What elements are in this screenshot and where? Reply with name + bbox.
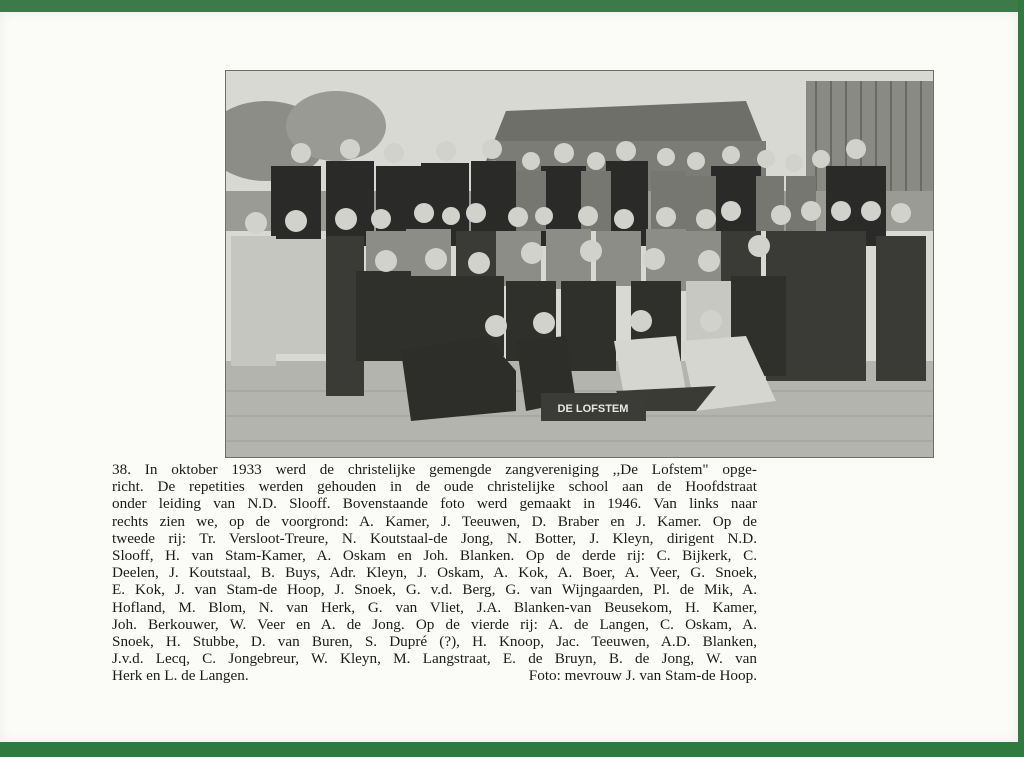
caption-line: Slooff, H. van Stam-Kamer, A. Oskam en Joh. Blanken. Op de derde rij: C. Bijkerk, C.: [112, 547, 757, 565]
caption-line: Snoek, H. Stubbe, D. van Buren, S. Dupré (?), H. Knoop, Jac. Teeuwen, A.D. Blanken,: [112, 633, 757, 651]
caption-line: tweede rij: Tr. Versloot-Treure, N. Koutstaal-de Jong, N. Botter, J. Kleyn, dirigent N.D.: [112, 529, 757, 547]
caption-line: rechts zien we, op de voorgrond: A. Kamer, J. Teeuwen, D. Braber en J. Kamer. Op de: [112, 512, 757, 530]
caption-line: 38. In oktober 1933 werd de christelijke gemengde zangvereniging ,,De Lofstem" opge-: [112, 461, 757, 478]
caption-line: onder leiding van N.D. Slooff. Bovenstaande foto werd gemaakt in 1946. Van links naar: [112, 495, 757, 513]
caption-last-line: [112, 667, 757, 684]
book-cover-edge-bottom: [0, 742, 1024, 757]
photo-credit: Foto: mevrouw J. van Stam-de Hoop.: [528, 667, 757, 685]
lofstem-banner: DE LOFSTEM: [557, 403, 629, 415]
caption-line: E. Kok, J. van Stam-de Hoop, J. Snoek, G. v.d. Berg, G. van Wijngaarden, Pl. de Mik, A.: [112, 581, 757, 599]
photo-caption: [112, 461, 757, 685]
caption-line: Deelen, J. Koutstaal, B. Buys, Adr. Kleyn, J. Oskam, A. Kok, A. Boer, A. Veer, G. Snoek,: [112, 564, 757, 582]
caption-line: J.v.d. Lecq, C. Jongebreur, W. Kleyn, M. Langstraat, E. de Bruyn, B. de Jong, W. van: [112, 650, 757, 668]
caption-line: Hofland, M. Blom, N. van Herk, G. van Vliet, J.A. Blanken-van Beusekom, H. Kamer,: [112, 598, 757, 616]
book-cover-edge-right: [1018, 0, 1024, 757]
caption-line: Joh. Berkouwer, W. Veer en A. de Jong. Op de vierde rij: A. de Langen, C. Oskam, A.: [112, 615, 757, 633]
caption-line: richt. De repetities werden gehouden in de oude christelijke school aan de Hoofdstraat: [112, 478, 757, 496]
group-photo: [225, 70, 934, 458]
caption-line: Herk en L. de Langen.: [112, 667, 249, 685]
